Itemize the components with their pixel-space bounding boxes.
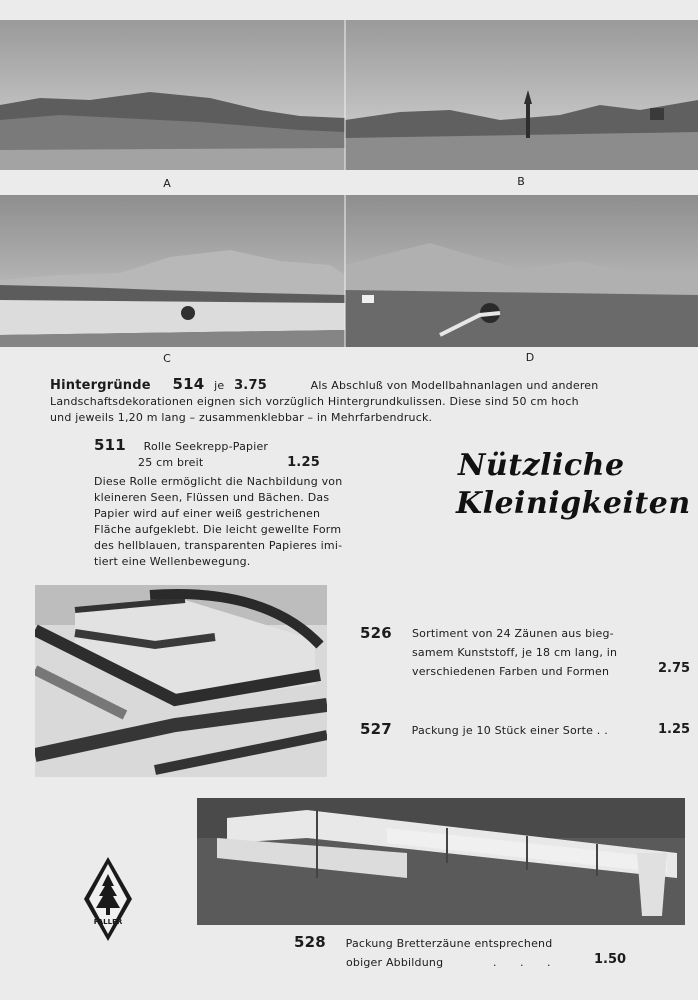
item-527 [360,721,690,739]
item-526-text-line: samem Kunststoff, je 18 cm lang, in [412,646,618,659]
logo-text: FALLER [93,918,123,926]
item-528 [294,933,634,972]
backgrounds-price: 3.75 [234,378,267,393]
backgrounds-text-line-3: und jeweils 1,20 m lang – zusammenklebbar – in Mehrfarbendruck. [50,411,433,424]
board-fence-photo [197,798,685,925]
panorama-caption-a: A [163,177,171,190]
item-526 [360,624,690,681]
item-526-description [412,624,690,681]
item-528-text-line-1: Packung Bretterzäune entsprechend [345,937,553,950]
item-527-number: 527 [360,720,392,738]
item-511-text-line: des hellblauen, transparenten Papieres imi- [94,539,343,552]
backgrounds-text-line-1: Als Abschluß von Modellbahnanlagen und anderen [310,379,599,392]
fence-assortment-photo [35,585,327,777]
item-511-text-line: Papier wird auf einer weiß gestrichenen [94,507,321,520]
backgrounds-block [50,376,698,426]
item-511-size: 25 cm breit [138,456,204,469]
backgrounds-title: Hintergründe [50,378,151,393]
heading-nuetzliche: Nützliche [458,448,625,483]
item-526-text-line: verschiedenen Farben und Formen [412,665,610,678]
panorama-photo-c-d [0,195,698,347]
item-526-price: 2.75 [658,661,691,676]
item-527-price: 1.25 [658,722,691,737]
heading-kleinigkeiten: Kleinigkeiten [456,486,691,521]
fir-tree-diamond-logo-icon [83,856,133,942]
item-511-text-line: Fläche aufgeklebt. Die leicht gewellte Form [94,523,342,536]
panorama-photo-a-b [0,20,698,170]
item-526-text-line: Sortiment von 24 Zäunen aus bieg- [412,627,614,640]
item-511 [94,437,394,570]
panorama-caption-b: B [517,175,525,188]
panorama-caption-d: D [525,351,535,364]
item-511-name: Rolle Seekrepp-Papier [143,440,269,453]
backgrounds-per-label: je [214,379,225,392]
item-527-text: Packung je 10 Stück einer Sorte . . [411,724,608,737]
backgrounds-text-line-2: Landschaftsdekorationen eignen sich vorzüglich Hintergrundkulissen. Diese sind 50 cm hoch [50,395,579,408]
panorama-caption-c: C [163,352,171,365]
item-528-text-line-2: obiger Abbildung [346,956,444,969]
item-511-number: 511 [94,436,126,454]
item-528-number: 528 [294,933,326,951]
item-528-dots: . . . [492,956,561,969]
backgrounds-number: 514 [172,375,205,393]
item-511-text-line: kleineren Seen, Flüssen und Bächen. Das [94,491,330,504]
item-511-text-line: Diese Rolle ermöglicht die Nachbildung von [94,475,343,488]
item-511-description [94,474,394,570]
item-526-number: 526 [360,624,392,642]
item-511-text-line: tiert eine Wellenbewegung. [94,555,251,568]
item-511-price: 1.25 [287,455,320,470]
item-528-price: 1.50 [594,952,627,967]
